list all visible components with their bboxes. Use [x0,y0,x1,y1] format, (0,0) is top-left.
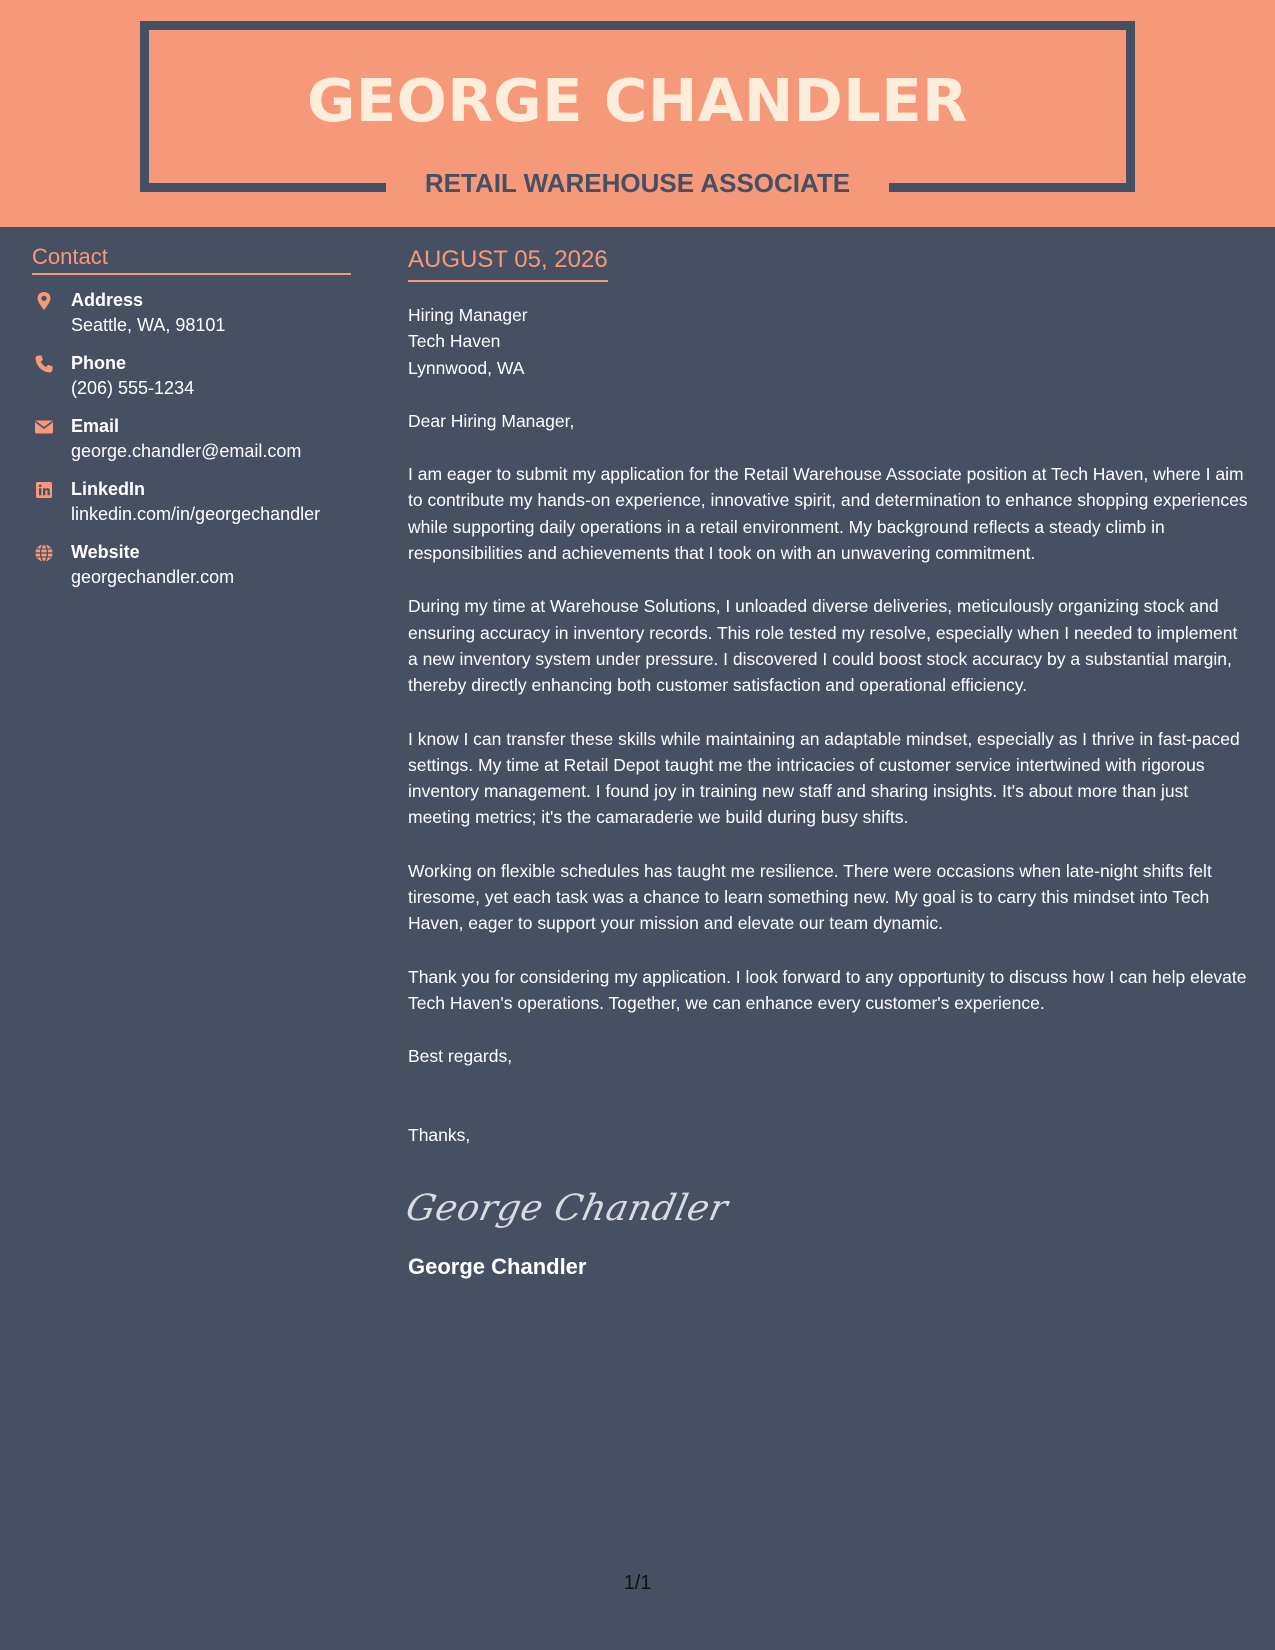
letter-paragraph: Working on flexible schedules has taught me resilience. There were occasions when late-night shifts felt tiresome, yet each task was a chance to learn something new. My goal is to carry this mindset into Tech Haven, eager to support your mission and elevate our team dynamic. [408,860,1212,934]
location-pin-icon [34,291,54,311]
recipient-line: Hiring Manager [408,305,528,325]
header-frame-bottom-right [889,183,1135,192]
contact-label: Phone [71,353,127,373]
contact-item-linkedin [32,477,351,527]
letter-paragraph: I am eager to submit my application for the Retail Warehouse Associate position at Tech Haven, where I aim to contribute my hands-on experience, innovative spirit, and determination to enhance shopping experiences while supporting daily operations in a retail environment. My background reflects a steady climb in responsibilities and achievements that I took on with an unwavering commitment. [408,464,1248,564]
contact-label: Address [71,290,144,310]
recipient-block [408,302,1250,381]
contact-item-email [32,414,351,464]
letter-paragraph: I know I can transfer these skills while maintaining an adaptable mindset, especially as I thrive in fast-paced settings. My time at Retail Depot taught me the intricacies of customer service intertwined with rigorous inventory management. I found joy in training new staff and sharing insights. It's about more than just meeting metrics; it's the camaraderie we build during busy shifts. [408,728,1240,828]
letter-paragraph: During my time at Warehouse Solutions, I unloaded diverse deliveries, meticulously organizing stock and ensuring accuracy in inventory records. This role tested my resolve, especially when I needed to implement a new inventory system under pressure. I discovered I could boost stock accuracy by a substantial margin, thereby directly enhancing both customer satisfaction and operational efficiency. [408,596,1238,696]
globe-icon [34,543,54,563]
header-frame-bottom-left [140,183,386,192]
header-banner [0,0,1275,227]
contact-item-phone [32,351,351,401]
closing: Best regards, [408,1046,513,1067]
salutation: Dear Hiring Manager, [408,410,575,431]
contact-value: georgechandler.com [71,567,235,587]
contact-heading: Contact [32,242,351,275]
phone-icon [34,354,54,374]
page-number: 1/1 [623,1572,652,1594]
contact-item-website [32,540,351,590]
recipient-line: Tech Haven [408,331,501,352]
contact-value: Seattle, WA, 98101 [71,315,226,335]
recipient-line: Lynnwood, WA [408,357,525,378]
applicant-name: GEORGE CHANDLER [306,66,969,135]
contact-label: Website [71,542,140,562]
linkedin-icon [34,480,54,500]
handwritten-signature [402,1174,1250,1240]
contact-value: (206) 555-1234 [71,378,195,398]
contact-label: LinkedIn [71,479,146,499]
contact-label: Email [71,416,120,436]
job-title: RETAIL WAREHOUSE ASSOCIATE [424,168,851,198]
contact-value: linkedin.com/in/georgechandler [71,504,321,524]
thanks-line: Thanks, [408,1124,471,1145]
letter-date: AUGUST 05, 2026 [408,244,608,282]
envelope-icon [34,417,54,437]
contact-sidebar [32,242,351,590]
contact-value: george.chandler@email.com [71,441,302,461]
signer-name: George Chandler [408,1253,587,1279]
letter-body [402,244,1250,1282]
letter-paragraph: Thank you for considering my application. I look forward to any opportunity to discuss how I can help elevate Tech Haven's operations. Together, we can enhance every customer's experience. [408,966,1247,1013]
column-divider [382,1590,383,1650]
signature-image [402,1174,732,1240]
svg-text:George Chandler: George Chandler [402,1186,732,1229]
contact-item-address [32,288,351,338]
